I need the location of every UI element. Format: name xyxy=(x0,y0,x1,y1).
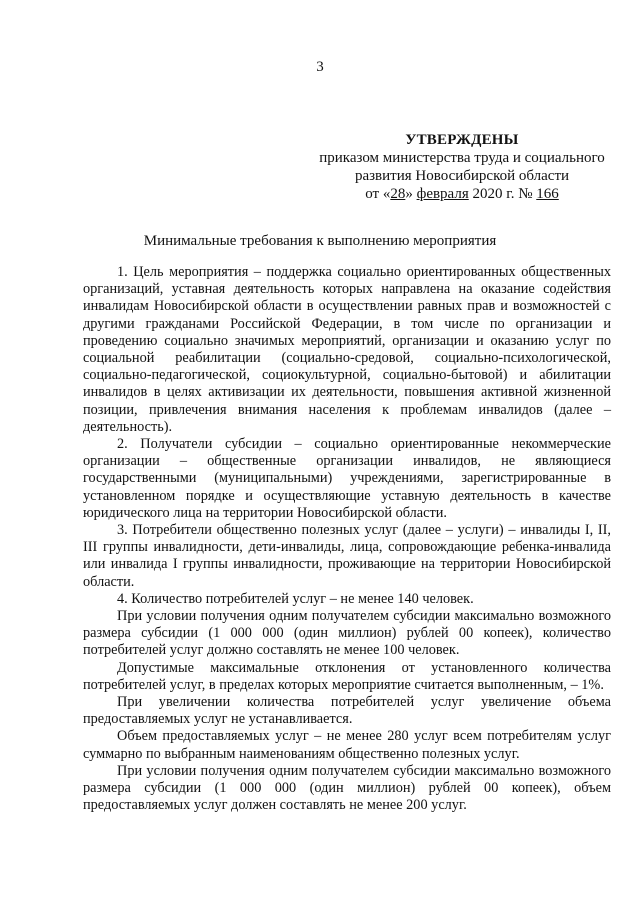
approval-block xyxy=(300,131,624,203)
order-number: 166 xyxy=(536,186,559,202)
document-title: Минимальные требования к выполнению мероприятия xyxy=(143,233,497,249)
paragraph-2: 2. Получатели субсидии – социально ориентированные некоммерческие организации – общественные организации инвалидов, не являющиеся государственными (муниципальными) учреждениями, зарегистрированные в установленном порядке и осуществляющие уставную деятельность в качестве юридического лица на территории Новосибирской области. xyxy=(83,436,611,521)
date-year: 2020 г. № xyxy=(468,186,537,202)
approval-line-1: приказом министерства труда и социального xyxy=(319,150,605,166)
paragraph-3: 3. Потребители общественно полезных услуг (далее – услуги) – инвалиды I, II, III группы инвалидности, дети-инвалиды, лица, сопровождающие ребенка-инвалида или инвалида I группы инвалидности, проживающие на территории Новосибирской области. xyxy=(83,522,611,590)
date-prefix: от « xyxy=(365,186,391,202)
approval-title: УТВЕРЖДЕНЫ xyxy=(405,132,519,148)
date-month: февраля xyxy=(416,186,469,202)
paragraph-9: При условии получения одним получателем субсидии максимально возможного размера субсидии (1 000 000 (один миллион) рублей 00 копеек), объем предоставляемых услуг должен составлять не менее 200 услуг. xyxy=(83,762,611,814)
paragraph-6: Допустимые максимальные отклонения от установленного количества потребителей услуг, в пределах которых мероприятие считается выполненным, – 1%. xyxy=(83,659,611,693)
paragraph-8: Объем предоставляемых услуг – не менее 280 услуг всем потребителям услуг суммарно по выбранным наименованиям общественно полезных услуг. xyxy=(83,728,611,762)
date-mid: » xyxy=(405,186,417,202)
page-number: 3 xyxy=(316,59,324,75)
document-body xyxy=(83,264,611,815)
approval-line-2: развития Новосибирской области xyxy=(354,168,570,184)
paragraph-7: При увеличении количества потребителей услуг увеличение объема предоставляемых услуг не устанавливается. xyxy=(83,694,611,728)
paragraph-1: 1. Цель мероприятия – поддержка социально ориентированных общественных организаций, уставная деятельность которых направлена на оказание содействия инвалидам Новосибирской области в осуществлении равных прав и возможностей с другими гражданами Российской Федерации, в том числе по организации и проведению социально значимых мероприятий, организации и оказанию услуг по социальной реабилитации (социально-средовой, социально-психологической, социально-педагогической, социокультурной, социально-бытовой) и абилитации инвалидов в целях активизации их деятельности, повышения активной жизненной позиции, привлечения внимания населения к проблемам инвалидов (далее – деятельность). xyxy=(83,264,611,435)
approval-date-line xyxy=(300,185,624,203)
date-day: 28 xyxy=(390,186,406,202)
paragraph-5: При условии получения одним получателем субсидии максимально возможного размера субсидии (1 000 000 (один миллион) рублей 00 копеек), количество потребителей услуг должно составлять не менее 100 человек. xyxy=(83,608,611,659)
paragraph-4: 4. Количество потребителей услуг – не менее 140 человек. xyxy=(117,590,474,607)
